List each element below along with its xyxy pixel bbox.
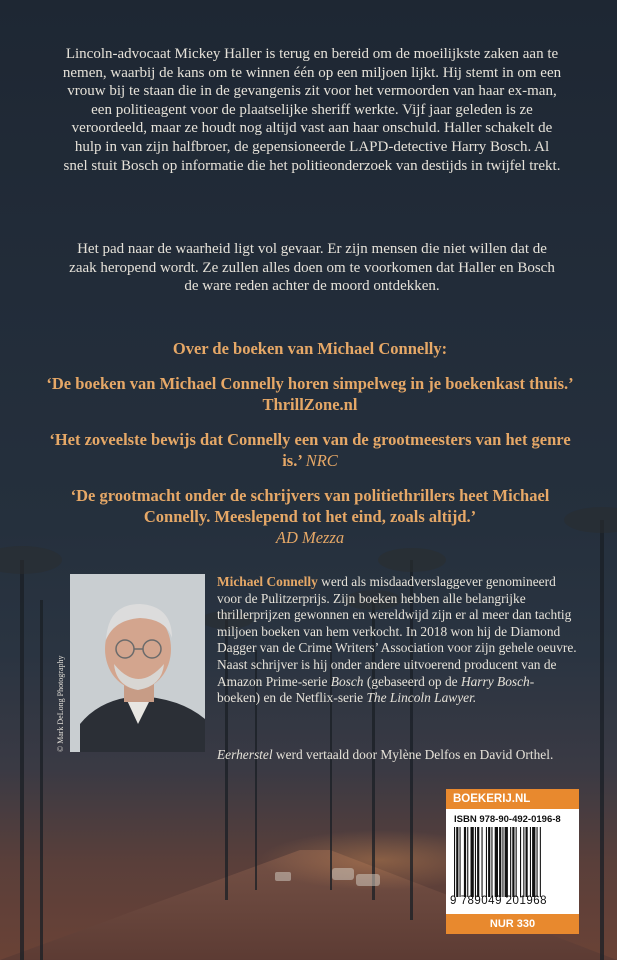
review-quote-1 [40,373,580,415]
author-bio [217,574,577,707]
review-quote-3-source: AD Mezza [275,528,345,547]
translation-credit [217,747,587,764]
review-quote-2 [40,429,580,471]
isbn-text: ISBN 978-90-492-0196-8 [454,814,561,825]
author-name: Michael Connelly [217,574,318,589]
blurb-paragraph-1: Lincoln-advocaat Mickey Haller is terug en bereid om de moeilijkste zaken aan te nemen, waarbij de kans om te winnen één op een miljoen lijkt. Hij stemt in om een vrouw bij te staan die in de gevangenis zit voor het vermoorden van haar ex-man, een politieagent voor de plaatselijke sheriff werkte. Vijf jaar geleden is ze veroordeeld, maar ze houdt nog altijd vast aan haar onschuld. Haller schakelt de hulp in van zijn halfbroer, de gepensioneerde LAPD-detective Harry Bosch. Al snel stuit Bosch op informatie die het politieonderzoek van destijds in twijfel trekt. [62,46,562,174]
barcode-icon [452,827,573,897]
review-quote-3-text: ‘De grootmacht onder de schrijvers van politiethrillers heet Michael Connelly. Meeslepend tot het eind, zoals altijd.’ [70,486,550,526]
author-bio-text-3: -boeken) en de Netflix-serie [217,673,535,706]
series-title-lincoln-lawyer: The Lincoln Lawyer. [366,690,477,706]
review-quote-2-text: ‘Het zoveelste bewijs dat Connelly een van de grootmeesters van het genre is.’ [49,430,571,470]
review-quote-1-text: ‘De boeken van Michael Connelly horen simpelweg in je boekenkast thuis.’ ThrillZone.nl [46,374,574,414]
ean-number: 9 789049 201968 [450,895,548,907]
blurb-paragraph-2: Het pad naar de waarheid ligt vol gevaar. Er zijn mensen die niet willen dat de zaak heropend wordt. Ze zullen alles doen om te voorkomen dat Haller en Bosch de ware reden achter de moord ontdekken. [69,241,555,295]
author-bio-text-1: werd als misdaadverslaggever genomineerd voor de Pulitzerprijs. Zijn boeken hebben alle belangrijke thrillerprijzen gewonnen en wereldwijd zijn er al meer dan tachtig miljoen boeken van hem verkocht. In 2018 won hij de Diamond Dagger van de Crime Writers’ Association voor zijn gehele oeuvre. Naast schrijver is hij onder andere uitvoerend producent van de Amazon Prime-serie [217,574,577,689]
review-quote-2-source: NRC [305,451,338,470]
author-bio-text-2: (gebaseerd op de [363,673,461,689]
nur-code: NUR 330 [446,914,579,934]
series-title-bosch: Bosch [330,673,364,689]
translation-credit-text: werd vertaald door Mylène Delfos en David Orthel. [272,747,554,762]
review-quote-3 [40,485,580,548]
publisher-url: BOEKERIJ.NL [446,789,579,809]
author-photo [70,574,205,752]
book-title: Eerherstel [217,747,273,762]
barcode-label [446,789,579,934]
reviews-section [40,338,580,562]
photo-credit: © Mark DeLong Photography [56,655,65,752]
reviews-heading: Over de boeken van Michael Connelly: [172,339,448,358]
series-title-harry-bosch: Harry Bosch [460,673,530,689]
